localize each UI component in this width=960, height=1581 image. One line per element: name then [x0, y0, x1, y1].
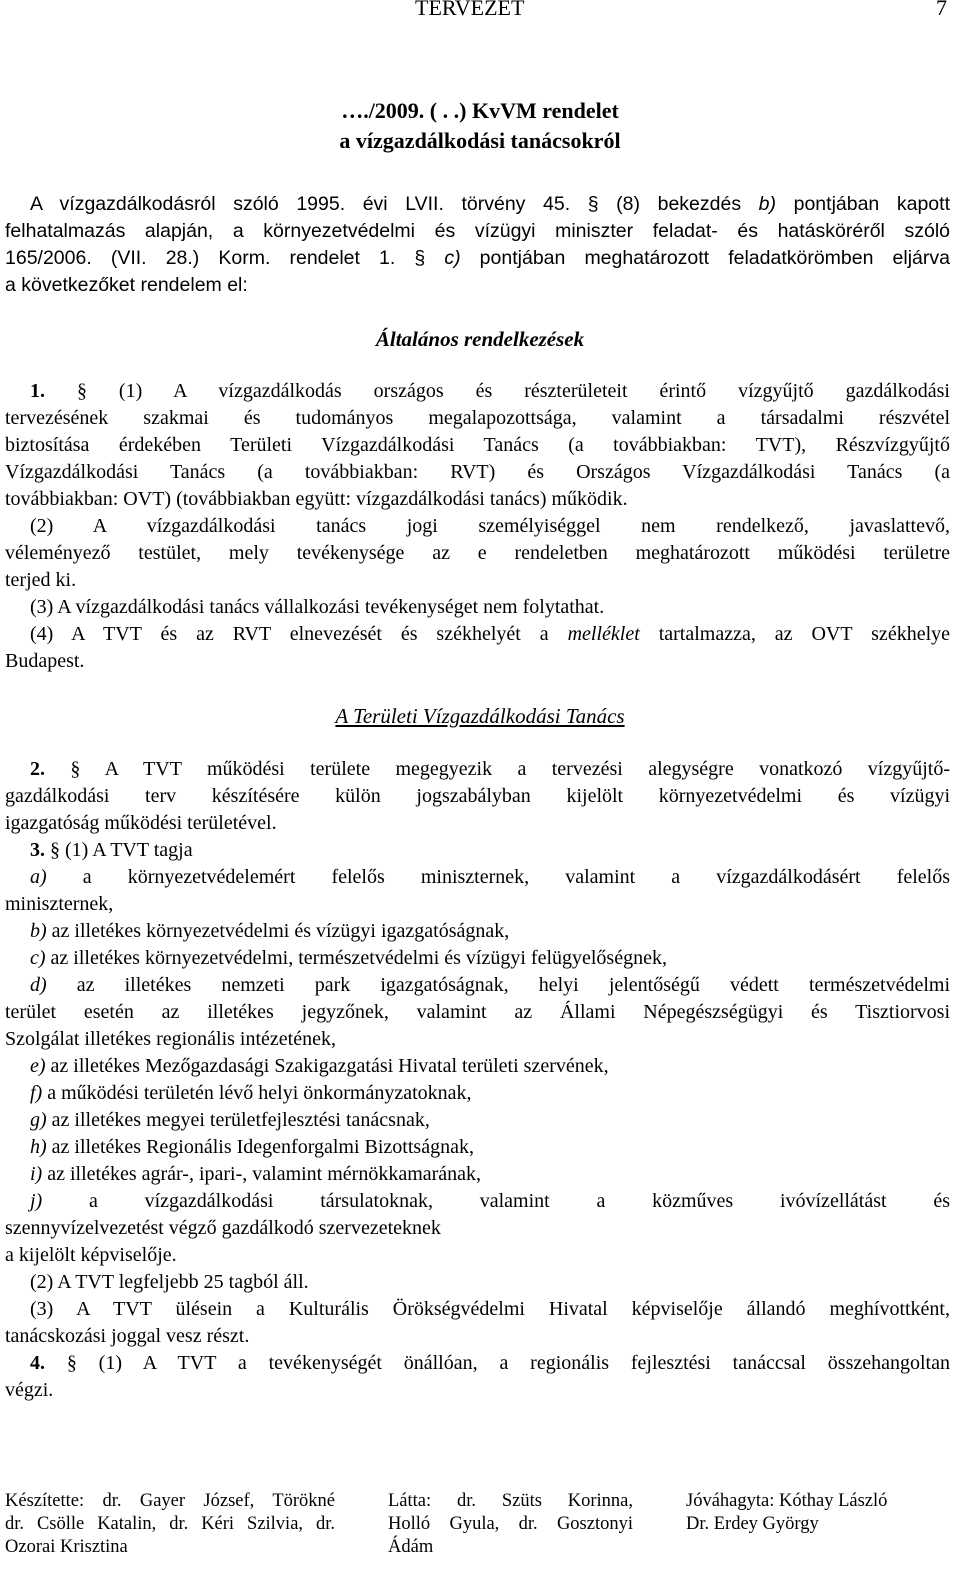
preamble-line1: A vízgazdálkodásról szóló 1995. évi LVII. törvény 45. § (8) bekezdés b) pontjában kapott [30, 193, 950, 215]
s3-a-line2: miniszternek, [5, 893, 114, 915]
s1-line3: biztosítása érdekében Területi Vízgazdálkodási Tanács (a továbbiakban: TVT), Részvízgyűjtő [5, 434, 950, 456]
s3-d-line3: Szolgálat illetékes regionális intézetének, [5, 1028, 336, 1050]
preamble-line3: 165/2006. (VII. 28.) Korm. rendelet 1. § c) pontjában meghatározott feladatkörömben eljárva [5, 247, 950, 269]
section-heading-territorial: A Területi Vízgazdálkodási Tanács [335, 704, 625, 728]
s1-p2-line2: véleményező testület, mely tevékenysége az e rendeletben meghatározott működési területre [5, 542, 950, 564]
s1-p2-line3: terjed ki. [5, 569, 77, 591]
section-heading-general: Általános rendelkezések [375, 327, 585, 351]
s3-e: e) az illetékes Mezőgazdasági Szakigazgatási Hivatal területi szervének, [30, 1055, 609, 1077]
s1-p4-line1: (4) A TVT és az RVT elnevezését és székhelyét a melléklet tartalmazza, az OVT székhelye [30, 623, 951, 645]
s3-a-line1: a) a környezetvédelemért felelős miniszternek, valamint a vízgazdálkodásért felelős [30, 866, 950, 888]
prepared-by-line3: Ozorai Krisztina [5, 1537, 128, 1557]
s2-line1: 2. § A TVT működési területe megegyezik a tervezési alegységre vonatkozó vízgyűjtő- [30, 758, 950, 780]
decree-title-line2: a vízgazdálkodási tanácsokról [339, 128, 621, 153]
preamble-line4: a következőket rendelem el: [5, 274, 248, 296]
s3-j-line3: a kijelölt képviselője. [5, 1244, 177, 1266]
s2-line3: igazgatóság működési területével. [5, 812, 277, 834]
page-number: 7 [936, 0, 947, 20]
prepared-by-line1: Készítette: dr. Gayer József, Törökné [5, 1491, 335, 1511]
s3-p2: (2) A TVT legfeljebb 25 tagból áll. [30, 1271, 309, 1293]
s3-b: b) az illetékes környezetvédelmi és vízügyi igazgatóságnak, [30, 920, 510, 942]
s1-p3: (3) A vízgazdálkodási tanács vállalkozási tevékenységet nem folytathat. [30, 596, 605, 618]
s2-line2: gazdálkodási terv készítésére külön jogszabályban kijelölt környezetvédelmi és vízügyi [5, 785, 950, 807]
s1-p4-line2: Budapest. [5, 650, 85, 672]
seen-by-line3: Ádám [388, 1537, 434, 1557]
s3-d-line1: d) az illetékes nemzeti park igazgatóságnak, helyi jelentőségű védett természetvédelmi [30, 974, 950, 996]
seen-by-line2: Holló Gyula, dr. Gosztonyi [388, 1514, 633, 1534]
s3-j-line2: szennyvízelvezetést végző gazdálkodó szervezeteknek [5, 1217, 441, 1239]
prepared-by-line2: dr. Csölle Katalin, dr. Kéri Szilvia, dr. [5, 1514, 335, 1534]
s1-p2-line1: (2) A vízgazdálkodási tanács jogi személyiséggel nem rendelkező, javaslattevő, [30, 515, 950, 537]
s3-j-line1: j) a vízgazdálkodási társulatoknak, valamint a közműves ivóvízellátást és [30, 1190, 950, 1212]
s3-h: h) az illetékes Regionális Idegenforgalmi Bizottságnak, [30, 1136, 474, 1158]
s3-intro: 3. § (1) A TVT tagja [30, 839, 193, 861]
preamble-line2: felhatalmazás alapján, a környezetvédelmi és vízügyi miniszter feladat- és hatásköréről szóló [5, 220, 950, 242]
s1-line4: Vízgazdálkodási Tanács (a továbbiakban: RVT) és Országos Vízgazdálkodási Tanács (a [5, 461, 950, 483]
decree-title-line1: …./2009. ( . .) KvVM rendelet [341, 98, 619, 123]
s3-c: c) az illetékes környezetvédelmi, természetvédelmi és vízügyi felügyelőségnek, [30, 947, 667, 969]
s3-p3-line2: tanácskozási joggal vesz részt. [5, 1325, 250, 1347]
s3-g: g) az illetékes megyei területfejlesztési tanácsnak, [30, 1109, 430, 1131]
s4-line1: 4. § (1) A TVT a tevékenységét önállóan, a regionális fejlesztési tanáccsal összehangoltan [30, 1352, 950, 1374]
s1-line1: 1. § (1) A vízgazdálkodás országos és részterületeit érintő vízgyűjtő gazdálkodási [30, 380, 950, 402]
approved-by-line2: Dr. Erdey György [686, 1514, 819, 1534]
s1-line2: tervezésének szakmai és tudományos megalapozottsága, valamint a társadalmi részvétel [5, 407, 950, 429]
document-header-title: TERVEZET [415, 0, 525, 20]
seen-by-line1: Látta: dr. Szüts Korinna, [388, 1491, 633, 1511]
s3-i: i) az illetékes agrár-, ipari-, valamint mérnökkamarának, [30, 1163, 482, 1185]
s3-p3-line1: (3) A TVT ülésein a Kulturális Örökségvédelmi Hivatal képviselője állandó meghívottként, [30, 1298, 950, 1320]
s3-d-line2: terület esetén az illetékes jegyzőnek, valamint az Állami Népegészségügyi és Tisztiorvosi [5, 1001, 950, 1023]
s3-f: f) a működési területén lévő helyi önkormányzatoknak, [30, 1082, 472, 1104]
s4-line2: végzi. [5, 1379, 54, 1401]
s1-line5: továbbiakban: OVT) (továbbiakban együtt: vízgazdálkodási tanács) működik. [5, 488, 628, 510]
approved-by-line1: Jóváhagyta: Kóthay László [686, 1491, 888, 1511]
